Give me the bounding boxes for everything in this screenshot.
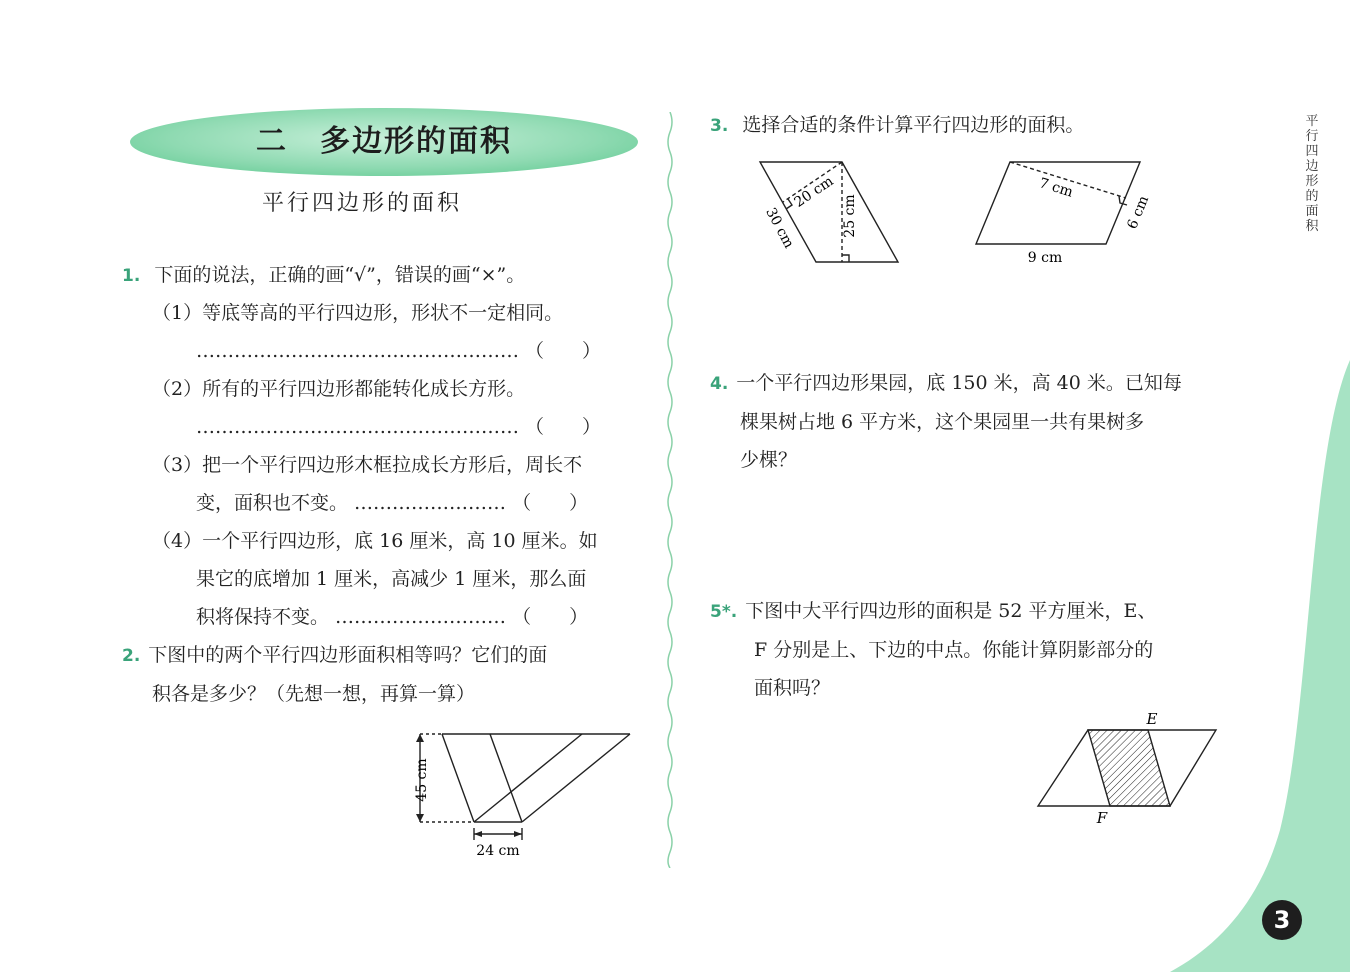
q3-text: 选择合适的条件计算平行四边形的面积。 [742, 114, 1085, 136]
q3-fig1-label-b: 30 cm [762, 205, 797, 252]
q2-figure [400, 724, 640, 864]
q5-label-f: F [1096, 809, 1108, 827]
q4-text-3: 少棵？ [740, 449, 798, 471]
page-divider [666, 112, 674, 868]
q5-text-3: 面积吗？ [754, 677, 831, 699]
q3-figure-1 [750, 152, 910, 274]
q1-item-2 [152, 370, 601, 446]
q1-item-2-answer-blank[interactable]: …………………………………………… （ ） [196, 416, 602, 438]
q4 [710, 364, 1182, 479]
q1-item-3 [152, 446, 588, 522]
q3-fig2-label-c: 9 cm [1027, 250, 1063, 266]
q1-item-4-text: （4）一个平行四边形，底 16 厘米，高 10 厘米。如 [152, 530, 598, 552]
q5 [710, 592, 1156, 707]
q3-fig1-label-a: 20 cm [791, 173, 837, 211]
section-title: 平行四边形的面积 [262, 191, 463, 216]
q1-item-3-answer-blank[interactable]: 变，面积也不变。 …………………… （ ） [196, 492, 589, 514]
q3-fig2-label-a: 7 cm [1037, 175, 1075, 201]
q3-fig2-label-b: 6 cm [1124, 193, 1153, 232]
side-section-title: 平行四边形的面积 [1305, 114, 1319, 234]
q3 [710, 106, 1084, 145]
q2-text-2: 积各是多少？（先想一想，再算一算） [152, 683, 476, 705]
q2-base-label: 24 cm [476, 843, 520, 859]
q1-item-1-answer-blank[interactable]: …………………………………………… （ ） [196, 340, 602, 362]
page-number: 3 [1262, 900, 1302, 940]
q3-fig1-label-c: 25 cm [842, 194, 858, 238]
chapter-title: 二 多边形的面积 [256, 124, 512, 159]
q2 [122, 636, 547, 713]
corner-decoration [1160, 360, 1350, 972]
q1-item-1 [152, 294, 601, 370]
q1-stem: 下面的说法，正确的画“√”，错误的画“×”。 [154, 264, 526, 286]
q5-text-1: 下图中大平行四边形的面积是 52 平方厘米，E、 [745, 600, 1157, 622]
q1-number: 1. [122, 266, 141, 286]
q4-text-2: 棵果树占地 6 平方米，这个果园里一共有果树多 [740, 411, 1145, 433]
chapter-banner [128, 104, 640, 180]
q5-text-2: F 分别是上、下边的中点。你能计算阴影部分的 [754, 639, 1154, 661]
q5-label-e: E [1146, 710, 1158, 728]
q2-text-1: 下图中的两个平行四边形面积相等吗？它们的面 [148, 644, 548, 666]
q5-figure [1030, 708, 1230, 832]
q4-number: 4. [710, 374, 729, 394]
q5-number: 5*. [710, 602, 738, 622]
q1-item-3-text: （3）把一个平行四边形木框拉成长方形后，周长不 [152, 454, 583, 476]
q1 [122, 256, 525, 295]
q1-item-4 [152, 522, 598, 636]
q1-item-4-answer-blank[interactable]: 积将保持不变。 ……………………… （ ） [196, 606, 589, 628]
q4-text-1: 一个平行四边形果园，底 150 米，高 40 米。已知每 [736, 372, 1182, 394]
q1-item-1-text: （1）等底等高的平行四边形，形状不一定相同。 [152, 302, 564, 324]
q3-number: 3. [710, 116, 729, 136]
q2-number: 2. [122, 646, 141, 666]
q3-figure-2 [966, 152, 1156, 268]
q1-item-4-text-2: 果它的底增加 1 厘米，高减少 1 厘米，那么面 [196, 568, 587, 590]
q1-item-2-text: （2）所有的平行四边形都能转化成长方形。 [152, 378, 526, 400]
q2-height-label: 45 cm [414, 758, 430, 802]
